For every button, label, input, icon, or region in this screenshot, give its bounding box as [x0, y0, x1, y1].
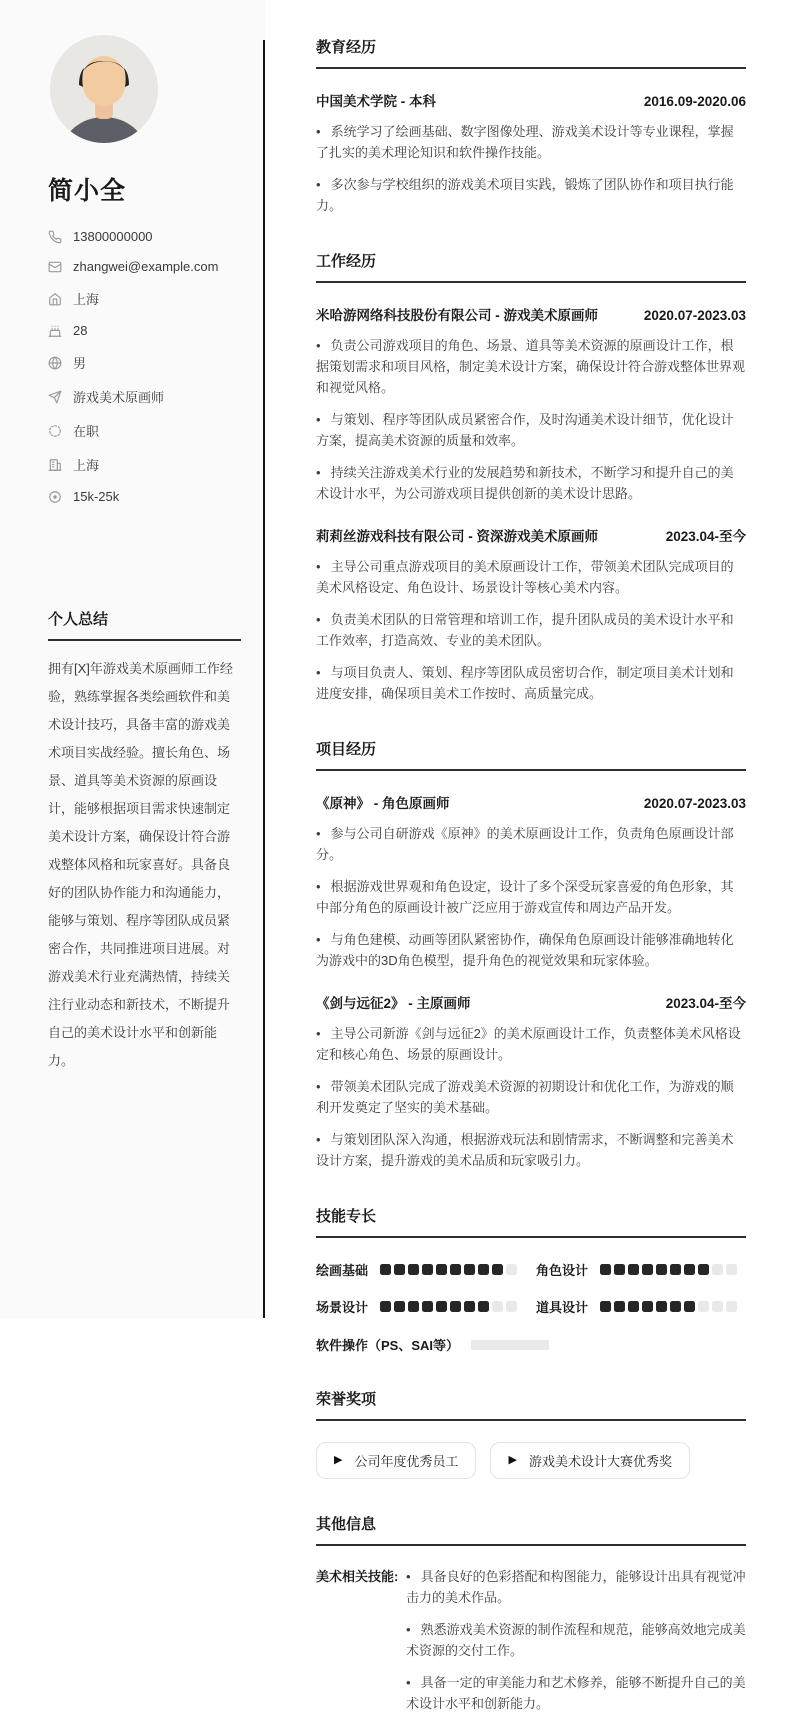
work-section: [316, 250, 746, 704]
globe-icon: [48, 356, 62, 370]
sidebar: [0, 0, 265, 1374]
home-icon: [48, 292, 62, 306]
contact-phone: [48, 229, 241, 244]
project-bullet: • 参与公司自研游戏《原神》的美术原画设计工作，负责角色原画设计部分。: [316, 823, 746, 865]
skill-square: [506, 1264, 517, 1275]
skill-label: 道具设计: [536, 1300, 589, 1315]
skills-grid: [316, 1260, 746, 1316]
skill-level-squares: [600, 1301, 737, 1312]
education-school: 中国美术学院 - 本科: [316, 94, 436, 109]
skill-square: [628, 1264, 639, 1275]
other-info-bullet: • 具备一定的审美能力和艺术修养，能够不断提升自己的美术设计水平和创新能力。: [406, 1672, 746, 1714]
work-bullet: • 负责美术团队的日常管理和培训工作，提升团队成员的美术设计水平和工作效率，打造高效、专业的美术团队。: [316, 609, 746, 651]
skill-square: [670, 1301, 681, 1312]
projects-title: 项目经历: [316, 738, 746, 771]
skill-square: [394, 1301, 405, 1312]
contact-email: [48, 259, 241, 274]
skill-level-squares: [380, 1301, 517, 1312]
skill-square: [712, 1264, 723, 1275]
work-title: 工作经历: [316, 250, 746, 283]
work-company: 莉莉丝游戏科技有限公司 - 资深游戏美术原画师: [316, 529, 598, 544]
skills-section: [316, 1205, 746, 1354]
skill-square: [408, 1301, 419, 1312]
skill-square: [380, 1301, 391, 1312]
skill-square: [600, 1301, 611, 1312]
paper-plane-icon: [48, 390, 62, 404]
work-date: 2023.04-至今: [665, 529, 746, 544]
skill-square: [656, 1264, 667, 1275]
skill-square: [698, 1301, 709, 1312]
skill-square: [450, 1301, 461, 1312]
other-info-title: 其他信息: [316, 1513, 746, 1546]
target-icon: [48, 490, 62, 504]
skill-square: [380, 1264, 391, 1275]
skill-level-squares: [380, 1264, 517, 1275]
contact-work-city-value: 上海: [73, 458, 100, 473]
contact-age: [48, 323, 241, 338]
honor-badge: [490, 1442, 689, 1479]
skill-item-software: [316, 1335, 746, 1354]
honor-badge: [316, 1442, 476, 1479]
skill-square: [394, 1264, 405, 1275]
project-bullet: • 带领美术团队完成了游戏美术资源的初期设计和优化工作，为游戏的顺利开发奠定了坚实的美术基础。: [316, 1076, 746, 1118]
skill-square: [684, 1264, 695, 1275]
education-bullet: • 多次参与学校组织的游戏美术项目实践，锻炼了团队协作和项目执行能力。: [316, 174, 746, 216]
skill-square: [478, 1301, 489, 1312]
play-triangle-icon: ▶: [334, 1454, 343, 1466]
skill-square: [642, 1301, 653, 1312]
main-column: [265, 0, 794, 1711]
personal-summary-section: [48, 608, 241, 1075]
status-circle-icon: [48, 424, 62, 438]
skill-square: [436, 1264, 447, 1275]
skill-square: [506, 1301, 517, 1312]
work-bullet: • 主导公司重点游戏项目的美术原画设计工作，带领美术团队完成项目的美术风格设定、角色设计、场景设计等核心美术内容。: [316, 556, 746, 598]
education-entry: [316, 90, 746, 216]
skill-label: 角色设计: [536, 1263, 589, 1278]
skill-square: [628, 1301, 639, 1312]
contact-phone-value: 13800000000: [73, 229, 153, 244]
project-entry: [316, 792, 746, 971]
project-bullet: • 与策划团队深入沟通，根据游戏玩法和剧情需求，不断调整和完善美术设计方案，提升游戏的美术品质和玩家吸引力。: [316, 1129, 746, 1171]
skill-square: [642, 1264, 653, 1275]
skill-square: [684, 1301, 695, 1312]
honors-section: [316, 1388, 746, 1479]
play-triangle-icon: ▶: [508, 1454, 517, 1466]
contact-status: [48, 421, 241, 440]
contact-gender-value: 男: [73, 356, 87, 371]
candidate-name: 简小全: [48, 177, 127, 205]
skill-item: [536, 1297, 746, 1316]
skill-square: [670, 1264, 681, 1275]
skill-square: [698, 1264, 709, 1275]
honor-badge-label: 游戏美术设计大赛优秀奖: [528, 1454, 672, 1469]
skill-level-bar: [471, 1340, 549, 1350]
project-date: 2023.04-至今: [665, 996, 746, 1011]
skill-square: [614, 1264, 625, 1275]
skill-level-squares: [600, 1264, 737, 1275]
projects-section: [316, 738, 746, 1171]
contact-job-title: [48, 387, 241, 406]
skill-square: [450, 1264, 461, 1275]
skill-square: [408, 1264, 419, 1275]
skill-item: [316, 1297, 526, 1316]
contact-job-title-value: 游戏美术原画师: [73, 390, 165, 405]
skill-square: [492, 1264, 503, 1275]
other-info-label: 美术相关技能:: [316, 1569, 399, 1584]
skill-square: [492, 1301, 503, 1312]
skill-square: [600, 1264, 611, 1275]
mail-icon: [48, 260, 62, 274]
avatar: [50, 35, 158, 143]
skill-square: [712, 1301, 723, 1312]
skill-square: [436, 1301, 447, 1312]
project-date: 2020.07-2023.03: [643, 796, 746, 811]
honors-title: 荣誉奖项: [316, 1388, 746, 1421]
education-title: 教育经历: [316, 36, 746, 69]
skill-square: [464, 1264, 475, 1275]
other-info-bullet: • 熟悉游戏美术资源的制作流程和规范，能够高效地完成美术资源的交付工作。: [406, 1619, 746, 1661]
building-icon: [48, 458, 62, 472]
personal-summary-text: 拥有[X]年游戏美术原画师工作经验，熟练掌握各类绘画软件和美术设计技巧，具备丰富的游戏美术项目实战经验。擅长角色、场景、道具等美术资源的原画设计，能够根据项目需求快速制定美术设计方案，确保设计符合游戏整体风格和玩家喜好。具备良好的团队协作能力和沟通能力，能够与策划、程序等团队成员紧密合作，共同推进项目进展。对游戏美术行业充满热情，持续关注行业动态和新技术，不断提升自己的美术设计水平和创新能力。: [48, 661, 233, 1068]
contact-status-value: 在职: [73, 424, 100, 439]
skill-label: 软件操作（PS、SAI等）: [316, 1338, 460, 1353]
education-date: 2016.09-2020.06: [643, 94, 746, 109]
phone-icon: [48, 230, 62, 244]
other-info-bullet: • 具备良好的色彩搭配和构图能力，能够设计出具有视觉冲击力的美术作品。: [406, 1566, 746, 1608]
work-entry: [316, 525, 746, 704]
project-entry: [316, 992, 746, 1171]
project-name: 《剑与远征2》 - 主原画师: [316, 996, 471, 1011]
education-bullet: • 系统学习了绘画基础、数字图像处理、游戏美术设计等专业课程，掌握了扎实的美术理论知识和软件操作技能。: [316, 121, 746, 163]
honor-badge-label: 公司年度优秀员工: [354, 1454, 459, 1469]
avatar-photo-placeholder: [50, 35, 158, 143]
contact-email-value: zhangwei@example.com: [73, 259, 219, 274]
contact-list: [48, 229, 241, 504]
contact-gender: [48, 353, 241, 372]
cake-icon: [48, 324, 62, 338]
skill-square: [422, 1301, 433, 1312]
contact-work-city: [48, 455, 241, 474]
other-info-row: [316, 1566, 746, 1725]
other-info-section: [316, 1513, 746, 1725]
work-company: 米哈游网络科技股份有限公司 - 游戏美术原画师: [316, 308, 598, 323]
skill-square: [614, 1301, 625, 1312]
skill-label: 绘画基础: [316, 1263, 369, 1278]
skill-item: [316, 1260, 526, 1279]
project-bullet: • 主导公司新游《剑与远征2》的美术原画设计工作，负责整体美术风格设定和核心角色、场景的原画设计。: [316, 1023, 746, 1065]
work-bullet: • 持续关注游戏美术行业的发展趋势和新技术，不断学习和提升自己的美术设计水平，为公司游戏项目提供创新的美术设计思路。: [316, 462, 746, 504]
honor-badges: [316, 1442, 746, 1479]
skill-square: [656, 1301, 667, 1312]
project-bullet: • 与角色建模、动画等团队紧密协作，确保角色原画设计能够准确地转化为游戏中的3D角色模型，提升角色的视觉效果和玩家体验。: [316, 929, 746, 971]
contact-city-value: 上海: [73, 292, 100, 307]
other-info-bullets: [406, 1566, 746, 1725]
skills-title: 技能专长: [316, 1205, 746, 1238]
work-entry: [316, 304, 746, 504]
project-name: 《原神》 - 角色原画师: [316, 796, 450, 811]
skill-label: 场景设计: [316, 1300, 369, 1315]
education-section: [316, 36, 746, 216]
work-bullet: • 负责公司游戏项目的角色、场景、道具等美术资源的原画设计工作，根据策划需求和项目风格，制定美术设计方案，确保设计符合游戏整体世界观和视觉风格。: [316, 335, 746, 398]
contact-age-value: 28: [73, 323, 88, 338]
contact-salary-value: 15k-25k: [73, 489, 120, 504]
project-bullet: • 根据游戏世界观和角色设定，设计了多个深受玩家喜爱的角色形象，其中部分角色的原画设计被广泛应用于游戏宣传和周边产品开发。: [316, 876, 746, 918]
contact-salary: [48, 489, 241, 504]
work-bullet: • 与项目负责人、策划、程序等团队成员密切合作，制定项目美术计划和进度安排，确保项目美术工作按时、高质量完成。: [316, 662, 746, 704]
personal-summary-title: 个人总结: [48, 608, 241, 641]
skill-item: [536, 1260, 746, 1279]
work-date: 2020.07-2023.03: [643, 308, 746, 323]
skill-square: [478, 1264, 489, 1275]
skill-square: [726, 1264, 737, 1275]
work-bullet: • 与策划、程序等团队成员紧密合作，及时沟通美术设计细节，优化设计方案，提高美术资源的质量和效率。: [316, 409, 746, 451]
skill-square: [422, 1264, 433, 1275]
skill-square: [726, 1301, 737, 1312]
contact-city: [48, 289, 241, 308]
skill-square: [464, 1301, 475, 1312]
